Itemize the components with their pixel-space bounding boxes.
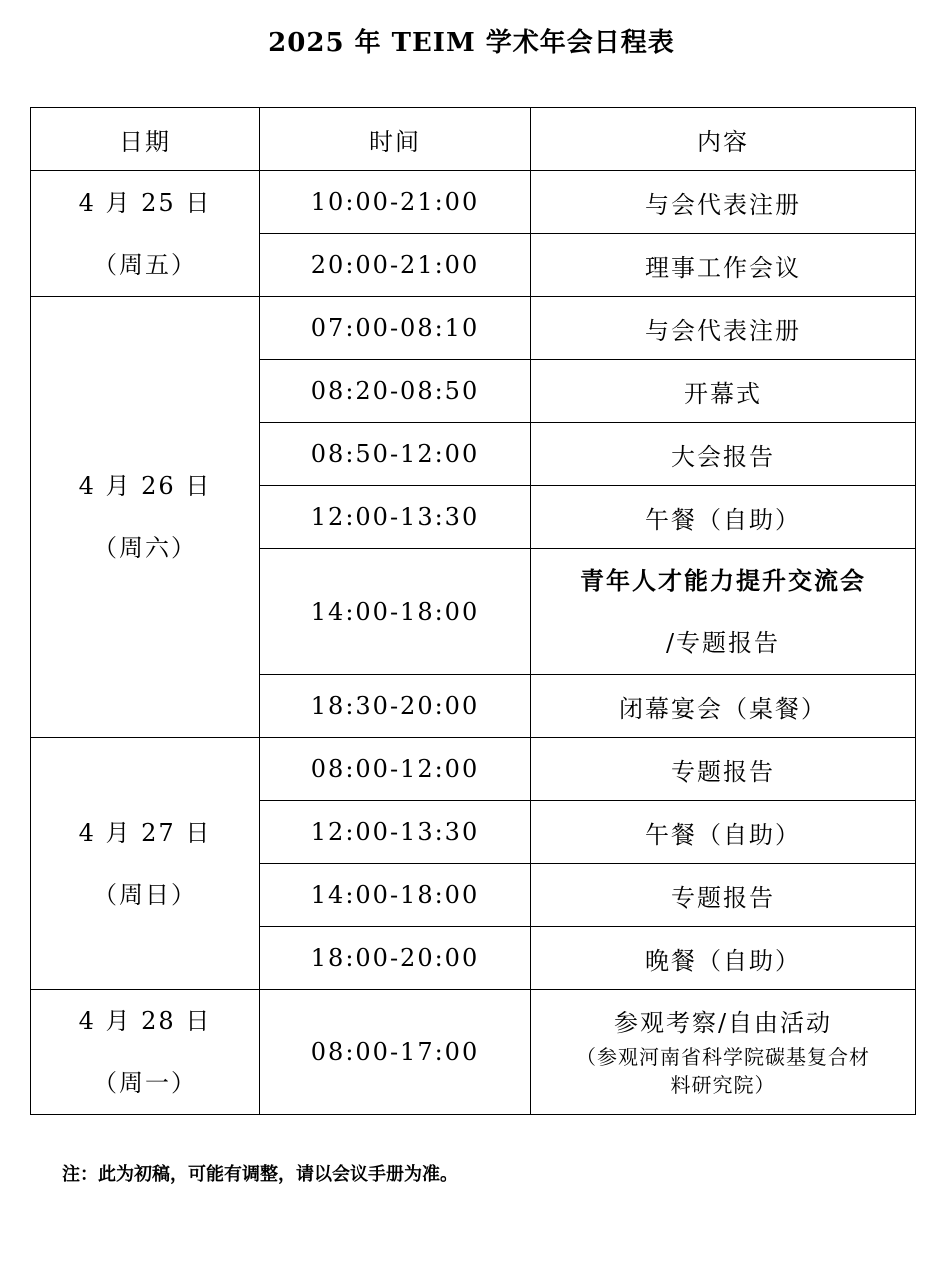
content-cell: 大会报告 — [531, 423, 916, 486]
header-row — [31, 108, 916, 171]
table-row — [31, 297, 916, 360]
table-row — [31, 738, 916, 801]
header-content: 内容 — [531, 108, 916, 171]
content-note-line: （参观河南省科学院碳基复合材 — [576, 1045, 870, 1069]
date-text: 4 月 28 日 — [78, 1007, 212, 1035]
weekday-text: （周六） — [93, 534, 197, 562]
date-text: 4 月 27 日 — [78, 818, 212, 847]
time-cell: 10:00-21:00 — [260, 171, 531, 234]
weekday-text: （周五） — [93, 250, 197, 279]
time-cell: 08:00-12:00 — [260, 738, 531, 801]
date-cell — [31, 171, 260, 297]
weekday-text: （周日） — [93, 880, 197, 909]
time-cell: 14:00-18:00 — [260, 549, 531, 675]
content-line: 青年人才能力提升交流会 — [580, 565, 866, 595]
content-cell: 闭幕宴会（桌餐） — [531, 675, 916, 738]
content-cell: 与会代表注册 — [531, 297, 916, 360]
header-date: 日期 — [31, 108, 260, 171]
time-cell: 07:00-08:10 — [260, 297, 531, 360]
time-cell: 12:00-13:30 — [260, 801, 531, 864]
page-title: 2025 年 TEIM 学术年会日程表 — [268, 28, 675, 58]
time-cell: 08:50-12:00 — [260, 423, 531, 486]
content-cell: 专题报告 — [531, 864, 916, 927]
date-cell — [31, 297, 260, 738]
date-text: 4 月 26 日 — [78, 472, 212, 500]
content-cell: 开幕式 — [531, 360, 916, 423]
time-cell: 18:30-20:00 — [260, 675, 531, 738]
time-cell: 12:00-13:30 — [260, 486, 531, 549]
time-cell: 14:00-18:00 — [260, 864, 531, 927]
weekday-text: （周一） — [93, 1069, 197, 1097]
content-cell — [531, 990, 916, 1115]
content-cell: 与会代表注册 — [531, 171, 916, 234]
content-cell — [531, 549, 916, 675]
time-cell: 08:20-08:50 — [260, 360, 531, 423]
date-text: 4 月 25 日 — [78, 188, 212, 217]
table-row — [31, 171, 916, 234]
time-cell: 18:00-20:00 — [260, 927, 531, 990]
content-cell: 晚餐（自助） — [531, 927, 916, 990]
date-cell — [31, 990, 260, 1115]
footnote: 注：此为初稿，可能有调整，请以会议手册为准。 — [62, 1164, 458, 1185]
content-cell: 午餐（自助） — [531, 486, 916, 549]
header-time: 时间 — [260, 108, 531, 171]
content-cell: 午餐（自助） — [531, 801, 916, 864]
schedule-table — [30, 107, 916, 1115]
table-row — [31, 990, 916, 1115]
content-note-line: 料研究院） — [670, 1073, 776, 1097]
content-cell: 专题报告 — [531, 738, 916, 801]
content-line: 参观考察/自由活动 — [613, 1009, 833, 1037]
time-cell: 20:00-21:00 — [260, 234, 531, 297]
time-cell: 08:00-17:00 — [260, 990, 531, 1115]
content-line: /专题报告 — [665, 628, 781, 657]
content-cell: 理事工作会议 — [531, 234, 916, 297]
date-cell — [31, 738, 260, 990]
